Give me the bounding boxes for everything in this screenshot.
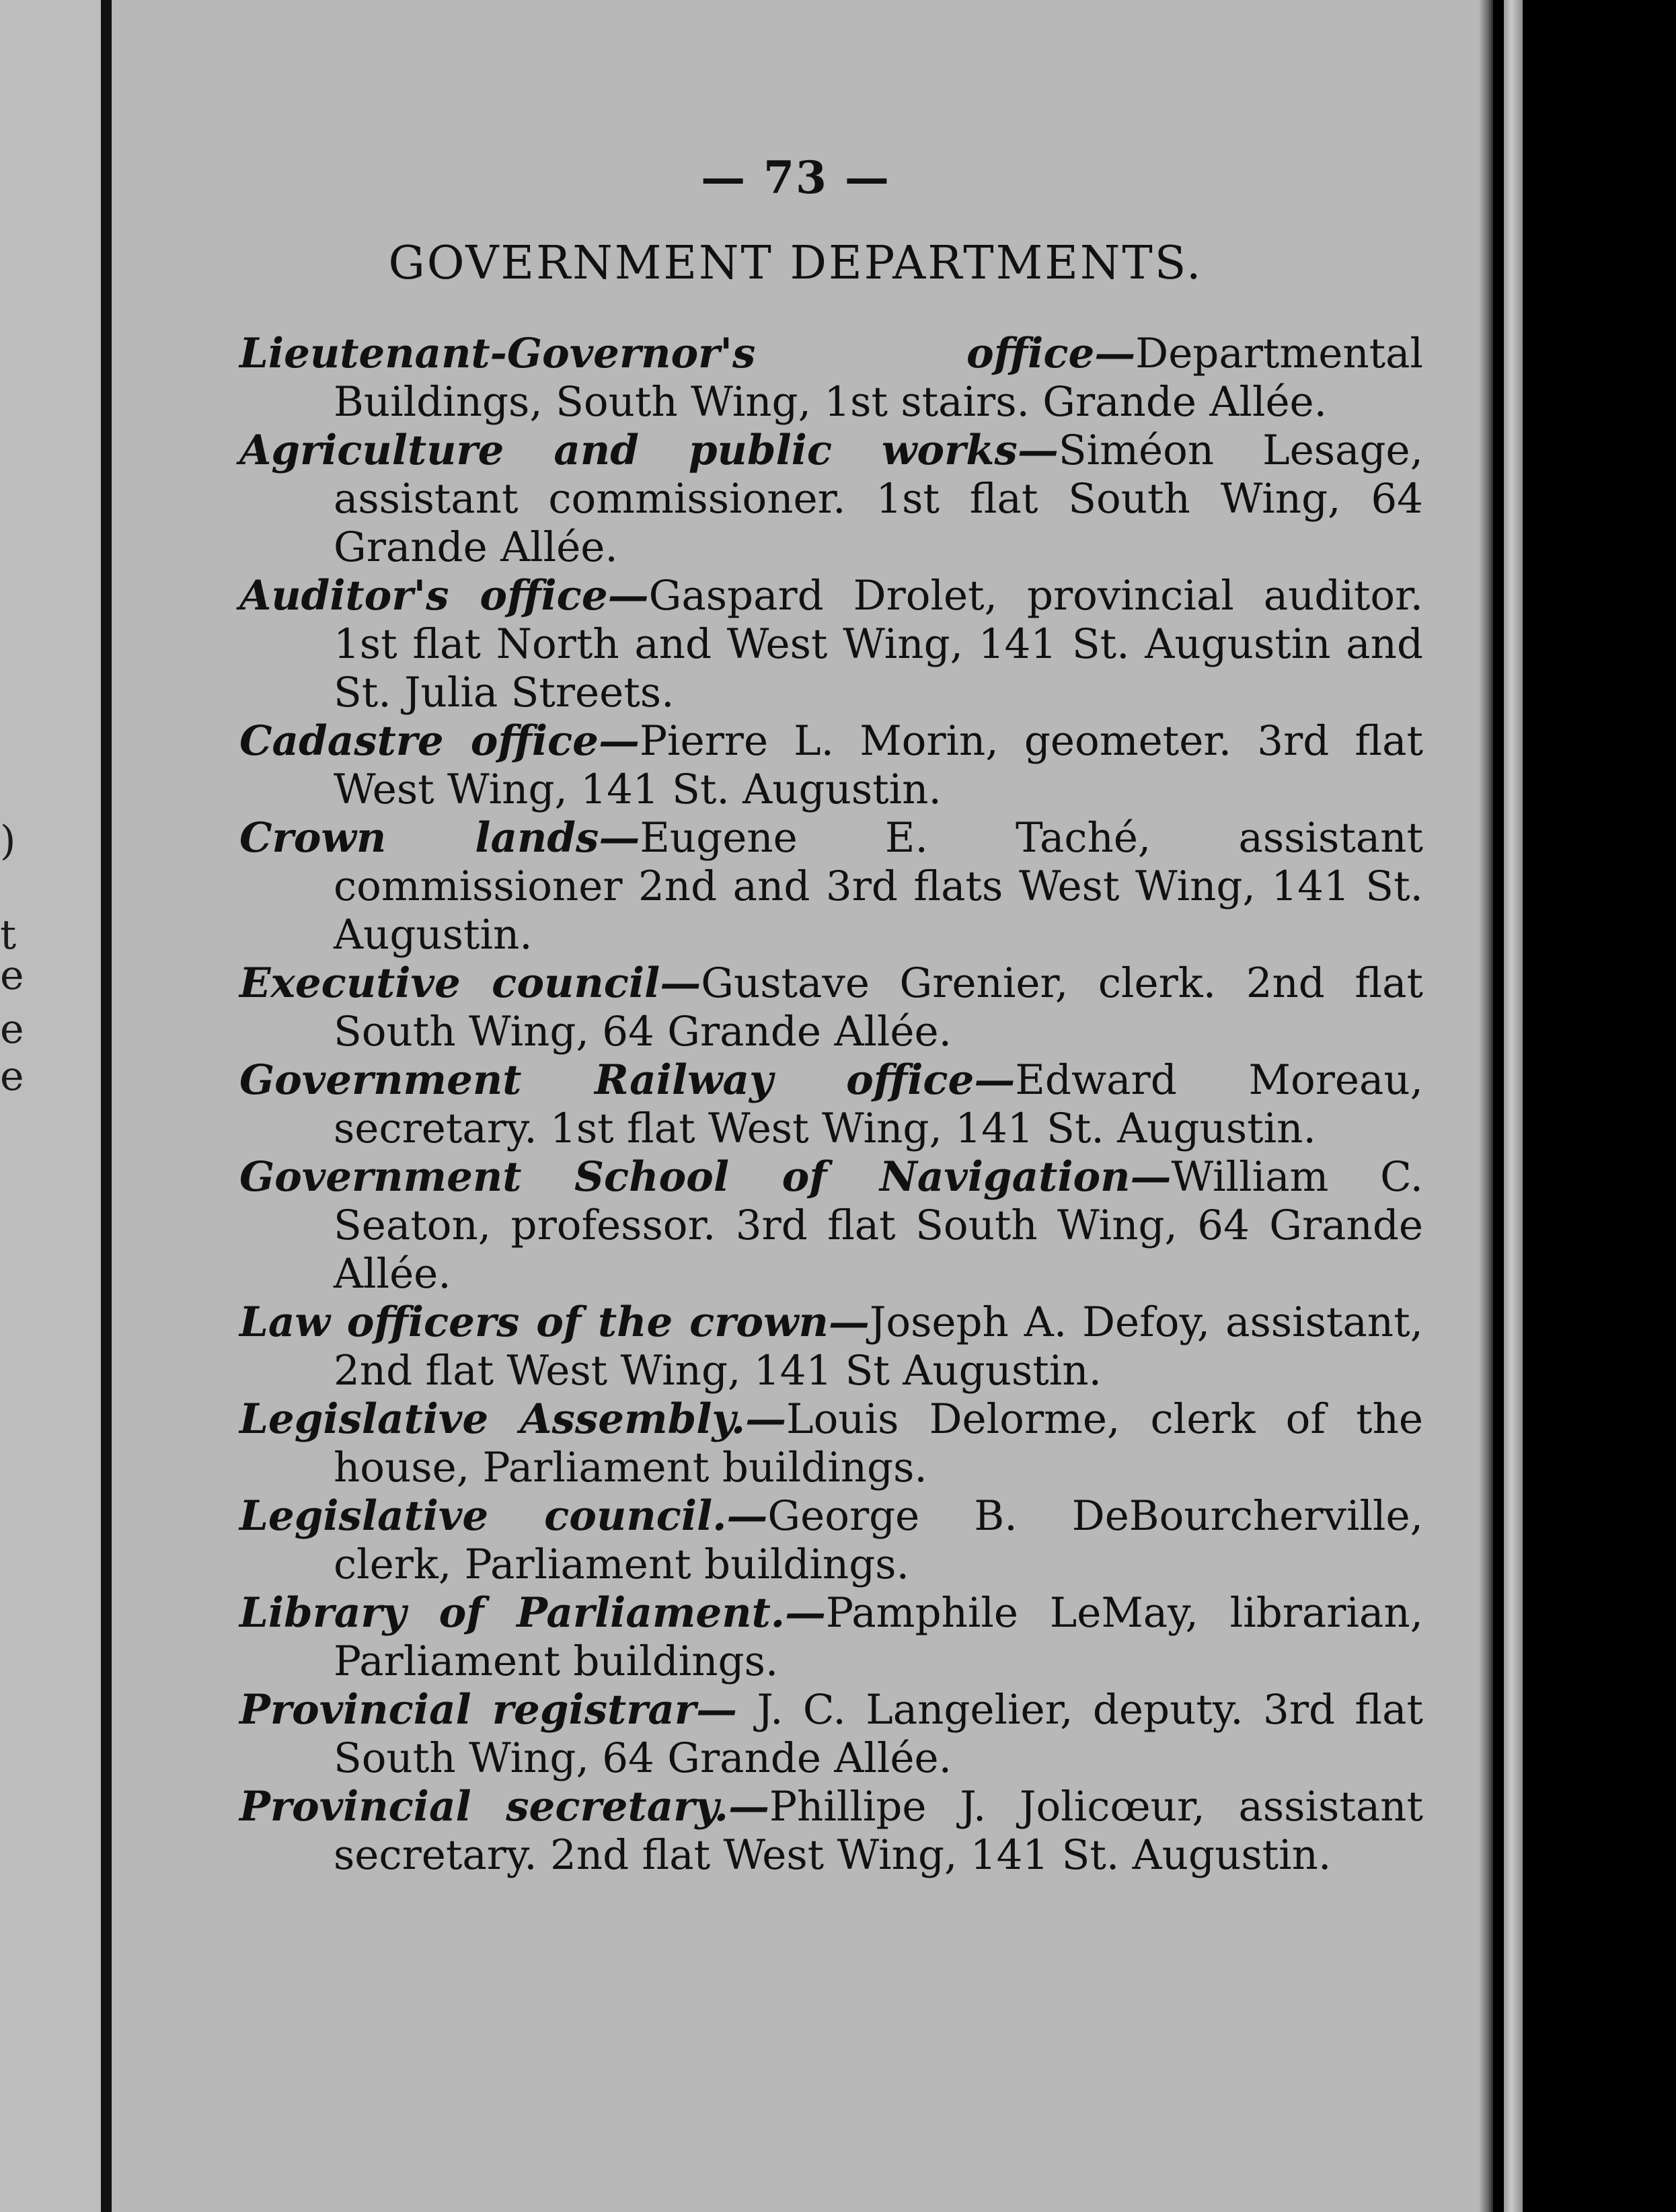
page-edge-shadow (1480, 0, 1493, 2212)
department-entry (239, 1395, 1423, 1492)
department-name: Legislative Assembly.— (239, 1395, 787, 1443)
department-detail: Louis Delorme, clerk of the house, Parliament buildings. (334, 1395, 1423, 1491)
page-edge-strip (1504, 0, 1523, 2212)
department-detail: Gaspard Drolet, provincial auditor. 1st flat North and West Wing, 141 St. Augustin and St. Julia Streets. (334, 572, 1423, 716)
department-detail: Pierre L. Morin, geometer. 3rd flat West Wing, 141 St. Augustin. (334, 717, 1423, 813)
department-entry (239, 1686, 1423, 1783)
margin-bleed-char: t (0, 912, 17, 959)
department-detail: Phillipe J. Jolicœur, assistant secretary. 2nd flat West Wing, 141 St. Augustin. (334, 1783, 1423, 1879)
department-detail: Gustave Grenier, clerk. 2nd flat South Wing, 64 Grande Allée. (334, 959, 1423, 1056)
department-name: Cadastre office— (239, 717, 640, 765)
facing-page-margin (0, 0, 101, 2212)
department-entry (239, 959, 1423, 1056)
department-name: Lieutenant-Governor's office— (239, 330, 1136, 377)
department-detail: J. C. Langelier, deputy. 3rd flat South Wing, 64 Grande Allée. (334, 1686, 1423, 1782)
department-entry (239, 572, 1423, 717)
department-name: Library of Parliament.— (239, 1589, 826, 1637)
department-name: Government School of Navigation— (239, 1153, 1172, 1201)
department-entry (239, 330, 1423, 427)
department-name: Executive council— (239, 959, 701, 1007)
department-name: Agriculture and public works— (239, 427, 1059, 474)
department-entry (239, 1153, 1423, 1298)
department-entry (239, 1589, 1423, 1686)
department-name: Auditor's office— (239, 572, 649, 620)
department-detail: Eugene E. Taché, assistant commissioner 2nd and 3rd flats West Wing, 141 St. Augustin. (334, 814, 1423, 959)
department-entry (239, 717, 1423, 814)
page-gutter-line (101, 0, 112, 2212)
department-detail: Departmental Buildings, South Wing, 1st stairs. Grande Allée. (334, 330, 1423, 426)
department-entry (239, 1298, 1423, 1395)
department-detail: Edward Moreau, secretary. 1st flat West Wing, 141 St. Augustin. (334, 1056, 1424, 1152)
department-entry (239, 1783, 1423, 1880)
department-detail: Pamphile LeMay, librarian, Parliament buildings. (334, 1589, 1423, 1685)
margin-bleed-char: e (0, 1053, 24, 1100)
page-number: — 73 — (701, 151, 890, 204)
department-entry (239, 1492, 1423, 1589)
section-title: GOVERNMENT DEPARTMENTS. (388, 237, 1203, 290)
department-name: Provincial registrar— (239, 1686, 738, 1734)
department-detail: George B. DeBourcherville, clerk, Parliament buildings. (334, 1492, 1423, 1588)
department-name: Legislative council.— (239, 1492, 768, 1540)
department-detail: William C. Seaton, professor. 3rd flat South Wing, 64 Grande Allée. (334, 1153, 1423, 1298)
department-name: Crown lands— (239, 814, 640, 862)
margin-bleed-char: e (0, 952, 24, 999)
margin-bleed-char: e (0, 1006, 24, 1053)
department-name: Government Railway office— (239, 1056, 1016, 1104)
department-detail: Joseph A. Defoy, assistant, 2nd flat West Wing, 141 St Augustin. (334, 1298, 1423, 1395)
department-name: Law officers of the crown— (239, 1298, 870, 1346)
department-name: Provincial secretary.— (239, 1783, 769, 1831)
department-entry (239, 1056, 1423, 1153)
department-entry (239, 427, 1423, 572)
department-detail: Siméon Lesage, assistant commissioner. 1st flat South Wing, 64 Grande Allée. (334, 427, 1423, 571)
document-page (112, 0, 1480, 2212)
margin-bleed-char: ) (0, 817, 16, 864)
department-list (239, 330, 1423, 1880)
department-entry (239, 814, 1423, 959)
